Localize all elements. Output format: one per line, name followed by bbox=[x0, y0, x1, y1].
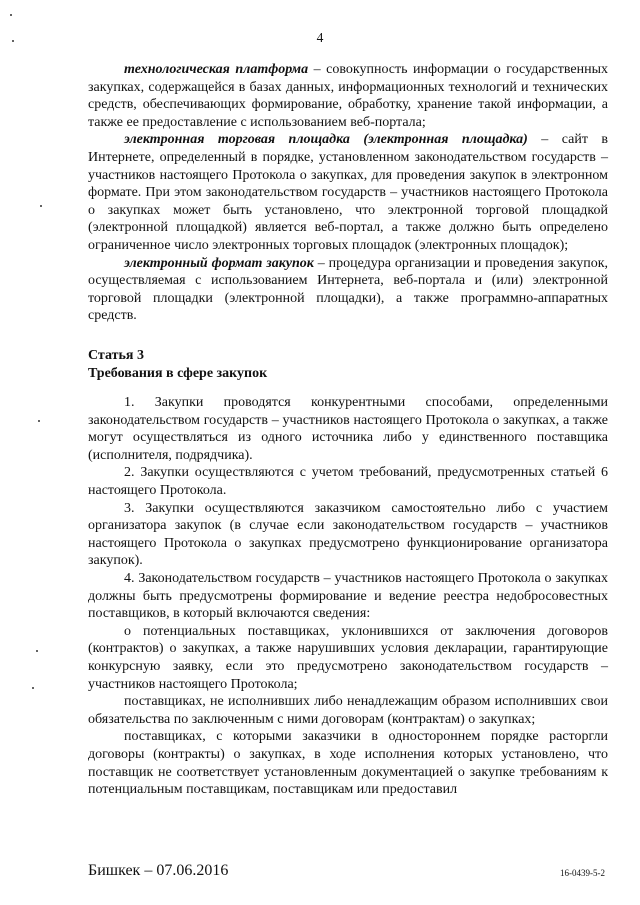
body-paragraph: о потенциальных поставщиках, уклонившихся от заключения договоров (контрактов) о закупках, а также нарушивших условия декларации, гарантирующие конкурсную заявку, если это предусмотрено законодательством государств – участников настоящего Протокола; bbox=[88, 623, 608, 692]
scan-speck bbox=[12, 40, 14, 42]
body-paragraph: поставщиках, с которыми заказчики в одностороннем порядке расторгли договоры (контракты) о закупках, в ходе исполнения которых установлено, что поставщик не соответствует установленным документацией о закупке требованиям к потенциальным поставщикам, поставщикам или предоставил bbox=[88, 729, 608, 798]
article-title: Требования в сфере закупок bbox=[88, 365, 268, 381]
scan-speck bbox=[32, 687, 34, 689]
body-paragraph: 2. Закупки осуществляются с учетом требований, предусмотренных статьей 6 настоящего Протокола. bbox=[88, 465, 608, 499]
scan-speck bbox=[10, 14, 12, 16]
definition-term: технологическая платформа bbox=[124, 62, 309, 77]
body-paragraph: поставщиках, не исполнивших либо ненадлежащим образом исполнивших свои обязательства по заключенным с ними договорам (контрактам) о закупках; bbox=[88, 694, 608, 727]
definition-term: электронная торговая площадка (электронная площадка) bbox=[124, 132, 528, 148]
document-body bbox=[88, 61, 608, 799]
definition-paragraph bbox=[88, 255, 608, 325]
definition-paragraph bbox=[88, 131, 608, 254]
definition-paragraph bbox=[88, 61, 608, 131]
definition-text: – совокупность информации о государственных закупках, содержащейся в базах данных, информационных технологий и технических средств, обеспечивающих формирование, обработку, хранение такой информации, а также ее предоставление с использованием веб-портала; bbox=[88, 62, 608, 130]
scan-speck bbox=[40, 205, 42, 207]
scan-speck bbox=[36, 650, 38, 652]
definition-term: электронный формат закупок bbox=[124, 255, 314, 271]
footer-place-date: Бишкек – 07.06.2016 bbox=[88, 862, 229, 879]
scan-speck bbox=[38, 420, 40, 422]
definition-text: – сайт в Интернете, определенный в порядке, установленном законодательством государств – участников настоящего Протокола о закупках, для проведения закупок в электронном формате. При этом законодательством государств – участников настоящего Протокола о закупках может быть установлено, что электронной торговой площадкой (электронной площадкой) является веб-портал, а также должно быть определено ограниченное число электронных торговых площадок (электронных площадок); bbox=[88, 132, 608, 253]
page-number: 4 bbox=[316, 30, 324, 45]
definition-text: – процедура организации и проведения закупок, осуществляемая с использованием Интернета, веб-портала и (или) электронной торговой площадки (электронной площадки), а также программно-аппаратных средств. bbox=[88, 255, 608, 324]
body-paragraph: 3. Закупки осуществляются заказчиком самостоятельно либо с участием организатора закупок (в случае если законодательством государств – участников настоящего Протокола о закупках предусмотрено функционирование организатора закупок). bbox=[88, 500, 608, 569]
footer-doc-code: 16-0439-5-2 bbox=[560, 868, 605, 878]
article-number: Статья 3 bbox=[88, 347, 144, 363]
body-paragraph: 4. Законодательством государств – участников настоящего Протокола о закупках должны быть предусмотрены формирование и ведение реестра недобросовестных поставщиков, в который включаются сведения: bbox=[88, 571, 608, 622]
body-paragraph: 1. Закупки проводятся конкурентными способами, определенными законодательством государств – участников настоящего Протокола о закупках, а также могут осуществляться из одного источника либо у единственного поставщика (исполнителя, подрядчика). bbox=[88, 395, 608, 463]
